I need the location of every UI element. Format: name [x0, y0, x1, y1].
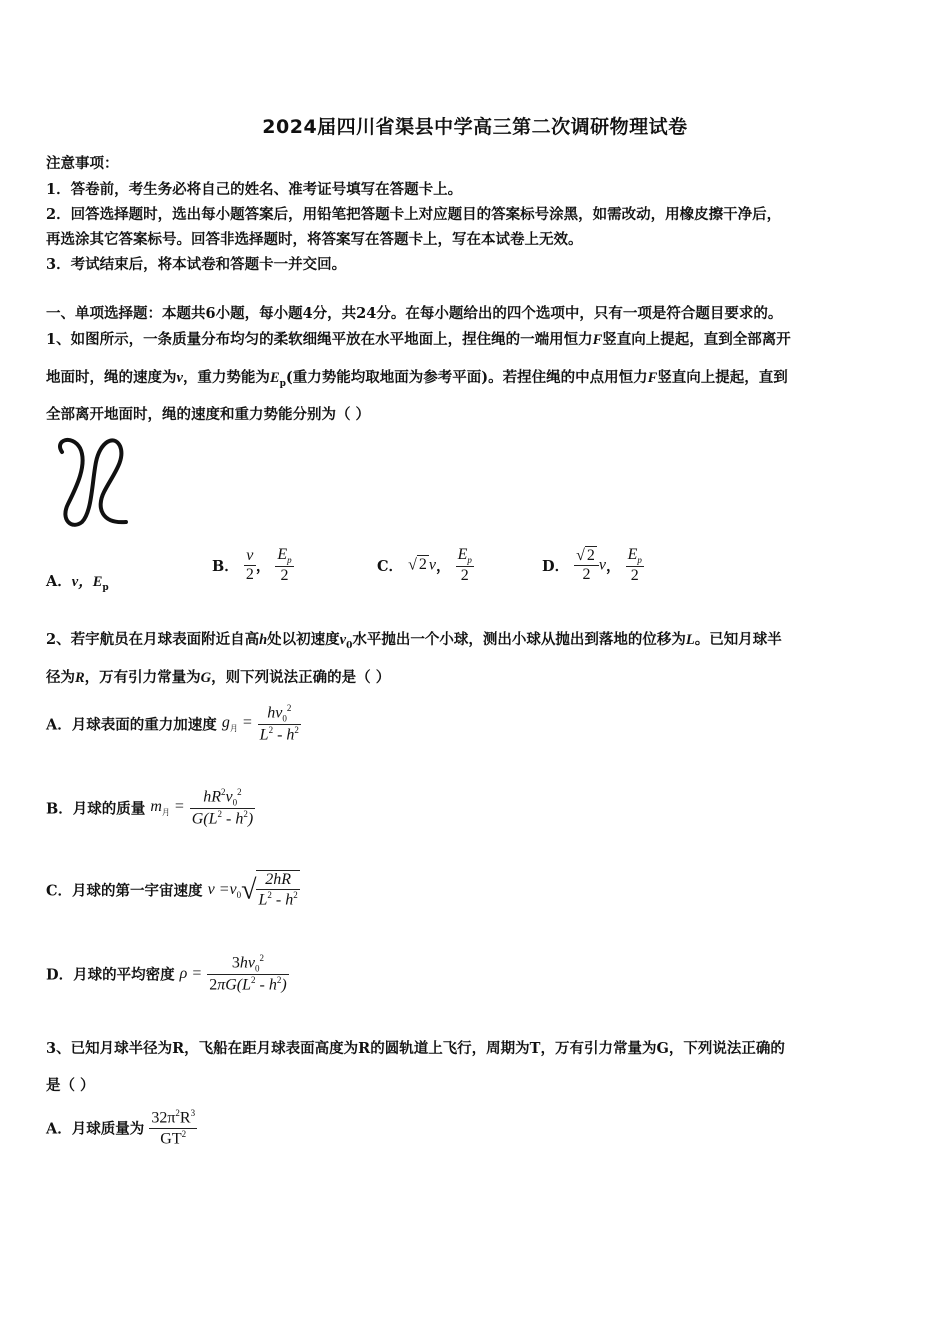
notice-item-2: 2．回答选择题时，选出每小题答案后，用铅笔把答题卡上对应题目的答案标号涂黑，如需改动，用橡皮擦干净后， — [46, 206, 782, 223]
frac-Ep-2 — [626, 546, 644, 585]
q2-L: L — [685, 632, 695, 648]
q1-text: 地面时，绳的速度为 — [46, 369, 177, 386]
q2-text: 处以初速度 — [267, 631, 340, 648]
q1-option-d[interactable] — [542, 546, 644, 585]
rope-path — [60, 440, 126, 525]
frac-den: 2 — [456, 566, 474, 585]
option-text: D．月球的平均密度 — [46, 966, 175, 984]
option-a-Ep: E — [92, 574, 103, 590]
q2-R: R — [75, 670, 85, 686]
q2-option-c[interactable] — [46, 870, 300, 910]
notice-item-3: 3．考试结束后，将本试卷和答题卡一并交回。 — [46, 256, 347, 273]
frac-num: 2hR — [265, 871, 291, 888]
q1-line-2 — [46, 366, 788, 389]
option-a-p: p — [102, 582, 109, 593]
option-label: B． — [212, 557, 239, 575]
q2-text: 径为 — [46, 669, 75, 686]
page-title: 2024届四川省渠县中学高三第二次调研物理试卷 — [262, 116, 688, 138]
frac-num — [275, 546, 293, 566]
q2-text: ，则下列说法正确的是（ ） — [211, 669, 391, 686]
frac-num: $3hv_0^2$ — [231, 953, 264, 974]
q1-text: (重力势能均取地面为参考平面)。若捏住绳的中点用恒力 — [285, 369, 648, 386]
Ep-text: E — [457, 546, 468, 563]
q3-option-a[interactable] — [46, 1108, 197, 1148]
frac-num — [626, 546, 644, 566]
q1-option-b[interactable] — [212, 546, 294, 585]
option-text: A．月球表面的重力加速度 — [46, 716, 217, 734]
frac-den: $G(L^2 - h^2)$ — [191, 808, 254, 828]
q2-line-1 — [46, 628, 782, 651]
notice-heading: 注意事项： — [46, 155, 119, 172]
q2-option-a[interactable] — [46, 703, 301, 745]
frac-den: 2 — [626, 566, 644, 585]
frac-den: $L^2 - h^2$ — [259, 724, 299, 744]
frac-g — [258, 703, 301, 745]
frac-num: v — [246, 546, 254, 564]
frac-den: $2\pi G(L^2 - h^2)$ — [209, 974, 287, 994]
v-text: v — [428, 556, 436, 574]
frac-m — [190, 787, 255, 829]
v-text: v — [598, 556, 607, 574]
q1-F2: F — [647, 370, 658, 386]
frac-den: 2 — [245, 565, 254, 583]
q1-p: p — [279, 378, 286, 389]
option-label: D． — [542, 557, 570, 575]
frac-num: $hv_0^2$ — [267, 703, 292, 724]
q1-F: F — [592, 332, 603, 348]
frac-den: $L^2 - h^2$ — [258, 890, 298, 909]
sqrt2v: √ 2 v — [408, 556, 436, 574]
q1-option-c[interactable] — [377, 546, 474, 585]
q2-option-b[interactable] — [46, 787, 255, 829]
q1-text: 竖直向上提起，直到 — [657, 369, 788, 386]
section-heading: 一、单项选择题：本题共6小题，每小题4分，共24分。在每小题给出的四个选项中，只有一项是符合题目要求的。 — [46, 305, 783, 322]
p-sub: p — [637, 555, 642, 566]
option-a-v: v， — [71, 574, 93, 590]
sqrt-arg: 2 — [586, 546, 595, 564]
option-text: C．月球的第一宇宙速度 — [46, 882, 203, 900]
formula-v: $v =v_0√$ — [207, 874, 257, 906]
q2-text: 水平抛出一个小球，测出小球从抛出到落地的位移为 — [352, 631, 686, 648]
q1-text: ，重力势能为 — [182, 369, 270, 386]
formula-m: $m_月$ = — [150, 797, 185, 817]
frac-Ep-2 — [456, 546, 474, 585]
formula-g: $g_月$ = — [221, 713, 253, 733]
sqrt-arg: 2 — [418, 556, 427, 574]
option-text: A．月球质量为 — [46, 1120, 145, 1138]
comma: ， — [255, 557, 271, 575]
option-label: C． — [377, 557, 404, 575]
formula-rho: ρ = — [179, 964, 203, 982]
rope-figure — [52, 432, 132, 532]
p-sub: p — [287, 555, 292, 566]
q1-text: 1、如图所示，一条质量分布均匀的柔软细绳平放在水平地面上，捏住绳的一端用恒力 — [46, 331, 593, 348]
num-a: 32π — [151, 1109, 176, 1127]
den-text: GT — [160, 1130, 182, 1148]
frac-den: $GT^2$ — [149, 1128, 197, 1149]
q2-text: ，万有引力常量为 — [84, 669, 201, 686]
comma: ， — [606, 557, 621, 575]
q2-sub0: 0 — [346, 640, 353, 651]
q1-Ep: E — [269, 370, 280, 386]
comma: ， — [436, 557, 451, 575]
notice-item-2b: 再选涂其它答案标号。回答非选择题时，将答案写在答题卡上，写在本试卷上无效。 — [46, 231, 583, 248]
frac-sqrt2-2 — [574, 547, 599, 585]
frac-num: $hR^2v_0^2$ — [203, 787, 242, 808]
q2-text: 。已知月球半 — [694, 631, 782, 648]
option-label: A． — [46, 573, 72, 590]
num-b: R — [179, 1109, 191, 1127]
q1-v: v — [176, 370, 183, 386]
p-sub: p — [467, 555, 472, 566]
frac-Ep-2 — [275, 546, 293, 585]
q2-line-2 — [46, 666, 390, 687]
frac-den: 2 — [574, 565, 599, 584]
frac-den: 2 — [275, 566, 293, 585]
frac-mass — [149, 1108, 197, 1148]
q2-text: 2、若宇航员在月球表面附近自高 — [46, 631, 260, 648]
q2-option-d[interactable] — [46, 953, 289, 995]
frac-v — [256, 870, 299, 910]
frac-num: $32\pi^2R^3$ — [151, 1108, 196, 1127]
q1-line-1 — [46, 328, 791, 349]
q2-G: G — [200, 670, 212, 686]
q2-v0: v — [339, 632, 347, 648]
q2-h: h — [259, 632, 268, 648]
option-text: B．月球的质量 — [46, 800, 146, 818]
notice-item-1: 1．答卷前，考生务必将自己的姓名、准考证号填写在答题卡上。 — [46, 181, 463, 198]
Ep-text: E — [627, 546, 638, 563]
frac-v-2 — [244, 547, 256, 585]
frac-num — [456, 546, 474, 566]
frac-rho — [207, 953, 288, 995]
q1-text: 竖直向上提起，直到全部离开 — [602, 331, 791, 348]
frac-num: √ 2 — [576, 546, 595, 564]
q3-line-2: 是（ ） — [46, 1077, 95, 1094]
Ep-text: E — [277, 546, 288, 563]
q3-line-1: 3、已知月球半径为R，飞船在距月球表面高度为R的圆轨道上飞行，周期为T，万有引力常量为G，下列说法正确的 — [46, 1040, 785, 1057]
q1-option-a[interactable] — [46, 570, 109, 593]
q1-line-3: 全部离开地面时，绳的速度和重力势能分别为（ ） — [46, 406, 371, 423]
